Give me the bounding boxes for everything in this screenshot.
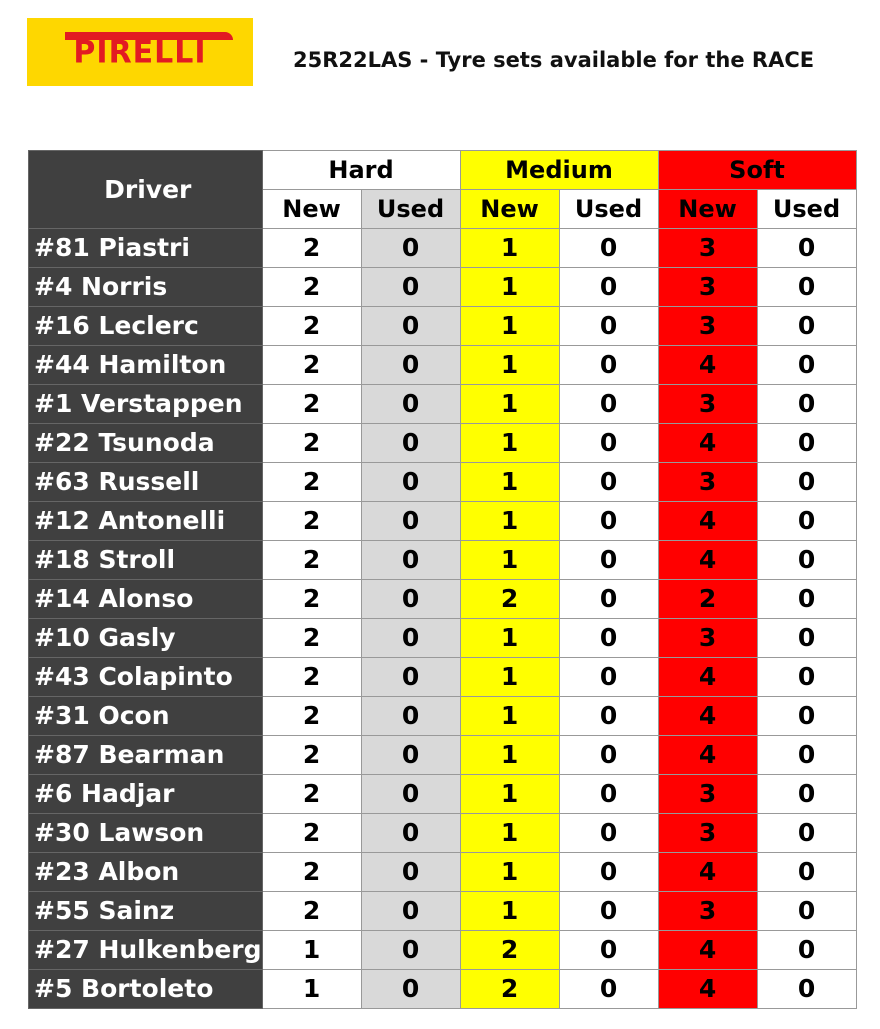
soft-new-cell: 3 — [658, 775, 757, 814]
soft-used-cell: 0 — [757, 424, 856, 463]
table-row — [29, 385, 857, 424]
medium-new-cell: 1 — [460, 814, 559, 853]
hard-new-header: New — [262, 190, 361, 229]
medium-new-cell: 1 — [460, 619, 559, 658]
table-row — [29, 580, 857, 619]
soft-used-cell: 0 — [757, 892, 856, 931]
table-row — [29, 736, 857, 775]
soft-new-cell: 3 — [658, 619, 757, 658]
driver-cell: #81 Piastri — [29, 229, 263, 268]
hard-used-cell: 0 — [361, 892, 460, 931]
driver-cell: #43 Colapinto — [29, 658, 263, 697]
table-row — [29, 424, 857, 463]
hard-new-cell: 2 — [262, 814, 361, 853]
soft-new-cell: 3 — [658, 463, 757, 502]
medium-new-cell: 1 — [460, 385, 559, 424]
soft-new-cell: 4 — [658, 697, 757, 736]
soft-new-cell: 4 — [658, 736, 757, 775]
driver-cell: #55 Sainz — [29, 892, 263, 931]
driver-cell: #4 Norris — [29, 268, 263, 307]
hard-used-header: Used — [361, 190, 460, 229]
logo-wordmark: PIRELLI — [73, 34, 207, 71]
medium-used-cell: 0 — [559, 385, 658, 424]
hard-used-cell: 0 — [361, 346, 460, 385]
hard-new-cell: 2 — [262, 658, 361, 697]
driver-cell: #27 Hulkenberg — [29, 931, 263, 970]
soft-new-cell: 4 — [658, 970, 757, 1009]
soft-used-cell: 0 — [757, 814, 856, 853]
soft-new-cell: 4 — [658, 502, 757, 541]
driver-cell: #44 Hamilton — [29, 346, 263, 385]
driver-cell: #31 Ocon — [29, 697, 263, 736]
table-row — [29, 658, 857, 697]
medium-used-cell: 0 — [559, 463, 658, 502]
driver-cell: #18 Stroll — [29, 541, 263, 580]
medium-used-cell: 0 — [559, 892, 658, 931]
hard-used-cell: 0 — [361, 502, 460, 541]
medium-new-cell: 1 — [460, 463, 559, 502]
soft-new-cell: 2 — [658, 580, 757, 619]
medium-new-cell: 1 — [460, 775, 559, 814]
hard-new-cell: 2 — [262, 619, 361, 658]
hard-new-cell: 2 — [262, 463, 361, 502]
pirelli-logo — [27, 18, 253, 86]
soft-used-cell: 0 — [757, 931, 856, 970]
medium-new-cell: 1 — [460, 736, 559, 775]
driver-cell: #14 Alonso — [29, 580, 263, 619]
soft-new-cell: 4 — [658, 931, 757, 970]
hard-new-cell: 2 — [262, 346, 361, 385]
hard-new-cell: 2 — [262, 892, 361, 931]
hard-used-cell: 0 — [361, 814, 460, 853]
table-row — [29, 853, 857, 892]
hard-new-cell: 2 — [262, 502, 361, 541]
medium-used-header: Used — [559, 190, 658, 229]
hard-used-cell: 0 — [361, 268, 460, 307]
soft-used-cell: 0 — [757, 229, 856, 268]
hard-used-cell: 0 — [361, 307, 460, 346]
driver-cell: #63 Russell — [29, 463, 263, 502]
medium-used-cell: 0 — [559, 619, 658, 658]
hard-used-cell: 0 — [361, 424, 460, 463]
table-row — [29, 307, 857, 346]
soft-used-cell: 0 — [757, 697, 856, 736]
hard-new-cell: 2 — [262, 580, 361, 619]
hard-used-cell: 0 — [361, 658, 460, 697]
medium-new-cell: 1 — [460, 424, 559, 463]
medium-used-cell: 0 — [559, 346, 658, 385]
medium-new-cell: 1 — [460, 853, 559, 892]
medium-used-cell: 0 — [559, 697, 658, 736]
hard-new-cell: 2 — [262, 775, 361, 814]
driver-cell: #5 Bortoleto — [29, 970, 263, 1009]
soft-used-cell: 0 — [757, 385, 856, 424]
driver-cell: #10 Gasly — [29, 619, 263, 658]
soft-used-cell: 0 — [757, 580, 856, 619]
soft-new-cell: 3 — [658, 814, 757, 853]
soft-used-cell: 0 — [757, 268, 856, 307]
medium-used-cell: 0 — [559, 229, 658, 268]
tyre-table — [28, 150, 857, 1009]
medium-new-cell: 1 — [460, 658, 559, 697]
soft-new-cell: 4 — [658, 853, 757, 892]
medium-new-cell: 1 — [460, 892, 559, 931]
hard-used-cell: 0 — [361, 463, 460, 502]
table-row — [29, 619, 857, 658]
medium-used-cell: 0 — [559, 424, 658, 463]
hard-new-cell: 2 — [262, 385, 361, 424]
hard-new-cell: 2 — [262, 697, 361, 736]
medium-new-cell: 1 — [460, 541, 559, 580]
soft-used-cell: 0 — [757, 502, 856, 541]
table-row — [29, 463, 857, 502]
soft-used-cell: 0 — [757, 970, 856, 1009]
hard-used-cell: 0 — [361, 775, 460, 814]
medium-new-cell: 1 — [460, 268, 559, 307]
hard-used-cell: 0 — [361, 580, 460, 619]
driver-header: Driver — [29, 151, 263, 229]
medium-used-cell: 0 — [559, 658, 658, 697]
soft-new-header: New — [658, 190, 757, 229]
medium-new-cell: 1 — [460, 502, 559, 541]
soft-used-cell: 0 — [757, 346, 856, 385]
driver-cell: #87 Bearman — [29, 736, 263, 775]
hard-new-cell: 1 — [262, 931, 361, 970]
table-row — [29, 931, 857, 970]
hard-new-cell: 2 — [262, 307, 361, 346]
hard-used-cell: 0 — [361, 541, 460, 580]
hard-used-cell: 0 — [361, 385, 460, 424]
soft-header: Soft — [658, 151, 856, 190]
hard-used-cell: 0 — [361, 853, 460, 892]
hard-new-cell: 2 — [262, 736, 361, 775]
table-row — [29, 346, 857, 385]
medium-used-cell: 0 — [559, 736, 658, 775]
hard-used-cell: 0 — [361, 229, 460, 268]
hard-used-cell: 0 — [361, 970, 460, 1009]
medium-new-cell: 1 — [460, 346, 559, 385]
soft-used-cell: 0 — [757, 541, 856, 580]
soft-new-cell: 4 — [658, 424, 757, 463]
driver-cell: #1 Verstappen — [29, 385, 263, 424]
driver-cell: #12 Antonelli — [29, 502, 263, 541]
medium-used-cell: 0 — [559, 580, 658, 619]
driver-cell: #6 Hadjar — [29, 775, 263, 814]
hard-new-cell: 2 — [262, 424, 361, 463]
table-row — [29, 541, 857, 580]
soft-used-cell: 0 — [757, 853, 856, 892]
medium-new-cell: 2 — [460, 931, 559, 970]
medium-new-header: New — [460, 190, 559, 229]
table-row — [29, 697, 857, 736]
medium-new-cell: 1 — [460, 697, 559, 736]
medium-used-cell: 0 — [559, 502, 658, 541]
hard-used-cell: 0 — [361, 619, 460, 658]
hard-new-cell: 1 — [262, 970, 361, 1009]
medium-used-cell: 0 — [559, 970, 658, 1009]
table-row — [29, 814, 857, 853]
table-row — [29, 502, 857, 541]
medium-used-cell: 0 — [559, 268, 658, 307]
hard-used-cell: 0 — [361, 931, 460, 970]
hard-header: Hard — [262, 151, 460, 190]
medium-new-cell: 1 — [460, 229, 559, 268]
soft-new-cell: 4 — [658, 541, 757, 580]
driver-cell: #22 Tsunoda — [29, 424, 263, 463]
medium-new-cell: 2 — [460, 970, 559, 1009]
soft-new-cell: 3 — [658, 385, 757, 424]
driver-cell: #23 Albon — [29, 853, 263, 892]
medium-used-cell: 0 — [559, 541, 658, 580]
soft-new-cell: 4 — [658, 658, 757, 697]
hard-new-cell: 2 — [262, 229, 361, 268]
soft-used-cell: 0 — [757, 619, 856, 658]
soft-new-cell: 3 — [658, 268, 757, 307]
medium-used-cell: 0 — [559, 775, 658, 814]
soft-used-header: Used — [757, 190, 856, 229]
medium-new-cell: 2 — [460, 580, 559, 619]
soft-new-cell: 3 — [658, 892, 757, 931]
soft-used-cell: 0 — [757, 775, 856, 814]
hard-new-cell: 2 — [262, 268, 361, 307]
soft-used-cell: 0 — [757, 307, 856, 346]
table-row — [29, 970, 857, 1009]
table-row — [29, 268, 857, 307]
page-title: 25R22LAS - Tyre sets available for the RACE — [293, 48, 815, 72]
soft-new-cell: 4 — [658, 346, 757, 385]
medium-used-cell: 0 — [559, 931, 658, 970]
table-row — [29, 892, 857, 931]
table-row — [29, 775, 857, 814]
medium-used-cell: 0 — [559, 307, 658, 346]
hard-used-cell: 0 — [361, 697, 460, 736]
soft-used-cell: 0 — [757, 658, 856, 697]
soft-used-cell: 0 — [757, 736, 856, 775]
soft-used-cell: 0 — [757, 463, 856, 502]
soft-new-cell: 3 — [658, 229, 757, 268]
hard-new-cell: 2 — [262, 853, 361, 892]
table-row — [29, 229, 857, 268]
driver-cell: #16 Leclerc — [29, 307, 263, 346]
header-row-compounds — [29, 151, 857, 190]
medium-new-cell: 1 — [460, 307, 559, 346]
driver-cell: #30 Lawson — [29, 814, 263, 853]
medium-used-cell: 0 — [559, 814, 658, 853]
hard-new-cell: 2 — [262, 541, 361, 580]
medium-header: Medium — [460, 151, 658, 190]
medium-used-cell: 0 — [559, 853, 658, 892]
hard-used-cell: 0 — [361, 736, 460, 775]
soft-new-cell: 3 — [658, 307, 757, 346]
